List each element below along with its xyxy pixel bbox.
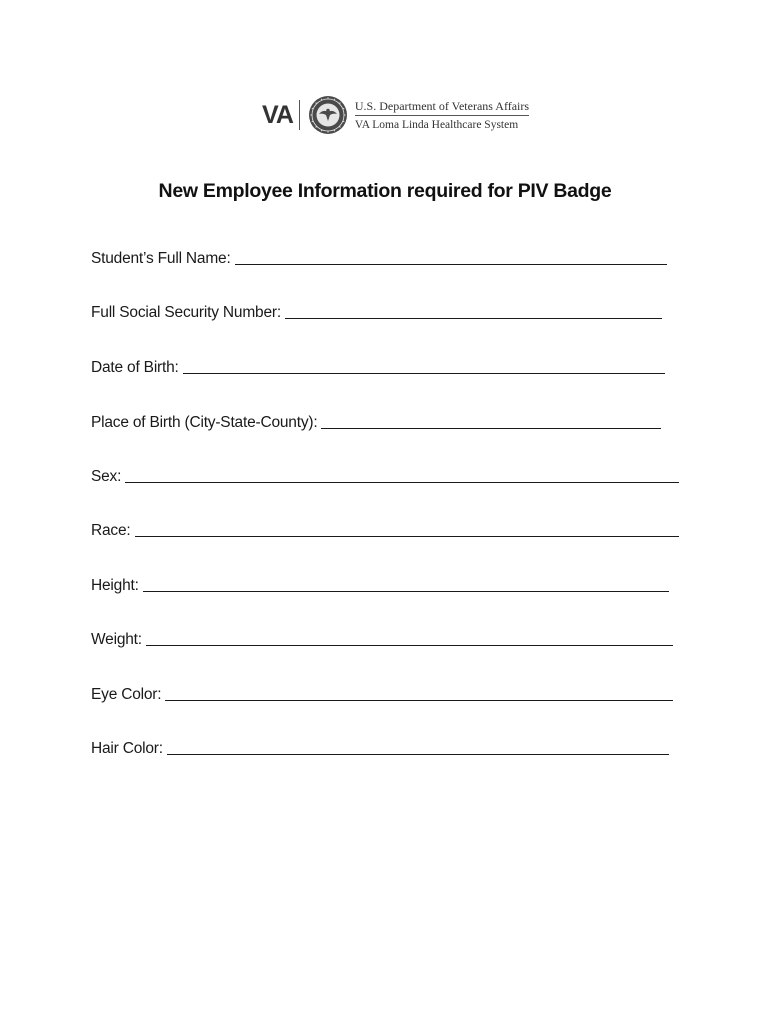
hair-color-blank[interactable] bbox=[167, 753, 669, 755]
eye-color-blank[interactable] bbox=[165, 699, 673, 701]
logo-divider bbox=[299, 100, 300, 130]
facility-name: VA Loma Linda Healthcare System bbox=[354, 118, 519, 131]
field-race bbox=[91, 522, 679, 540]
page-title: New Employee Information required for PIV Badge bbox=[158, 180, 612, 202]
va-seal-icon bbox=[308, 95, 348, 135]
field-label: Weight: bbox=[91, 631, 142, 648]
weight-blank[interactable] bbox=[146, 644, 673, 646]
height-blank[interactable] bbox=[143, 590, 669, 592]
field-label: Eye Color: bbox=[91, 686, 162, 703]
field-hair-color bbox=[91, 740, 669, 758]
field-eye-color bbox=[91, 686, 673, 704]
va-logo bbox=[262, 92, 529, 138]
field-label: Student’s Full Name: bbox=[91, 250, 231, 267]
field-label: Sex: bbox=[91, 468, 122, 485]
race-blank[interactable] bbox=[135, 535, 679, 537]
field-date-of-birth bbox=[91, 359, 665, 377]
field-weight bbox=[91, 631, 673, 649]
field-ssn bbox=[91, 304, 662, 322]
field-label: Place of Birth (City-State-County): bbox=[91, 414, 318, 431]
field-place-of-birth bbox=[91, 414, 661, 432]
full-name-blank[interactable] bbox=[235, 263, 667, 265]
field-height bbox=[91, 577, 669, 595]
field-sex bbox=[91, 468, 679, 486]
date-of-birth-blank[interactable] bbox=[183, 372, 665, 374]
field-full-name bbox=[91, 250, 667, 268]
field-label: Hair Color: bbox=[91, 740, 163, 757]
place-of-birth-blank[interactable] bbox=[321, 427, 661, 429]
sex-blank[interactable] bbox=[125, 481, 679, 483]
ssn-blank[interactable] bbox=[285, 317, 662, 319]
logo-text bbox=[355, 99, 529, 132]
department-name: U.S. Department of Veterans Affairs bbox=[355, 99, 529, 116]
va-wordmark: VA bbox=[262, 100, 293, 129]
field-label: Full Social Security Number: bbox=[91, 304, 281, 321]
field-label: Date of Birth: bbox=[91, 359, 179, 376]
field-label: Height: bbox=[91, 577, 139, 594]
field-label: Race: bbox=[91, 522, 131, 539]
